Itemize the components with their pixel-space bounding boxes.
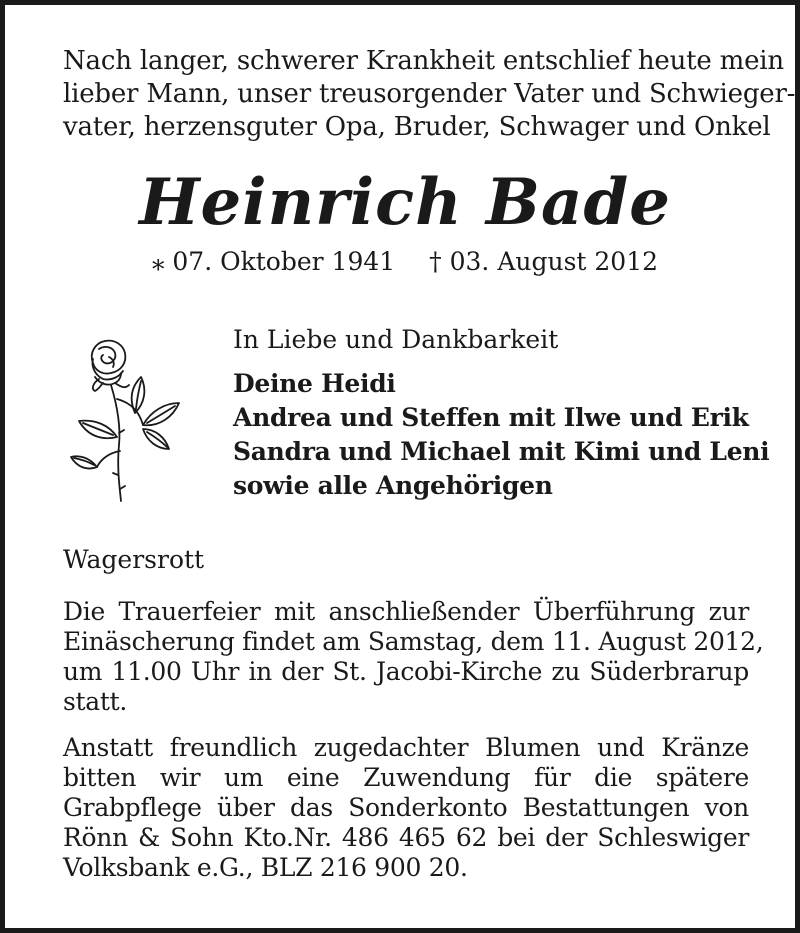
mourner-line: sowie alle Angehörigen: [233, 471, 553, 500]
intro-line: vater, herzensguter Opa, Bruder, Schwager und Onkel: [63, 112, 771, 142]
funeral-info: [63, 597, 764, 717]
donation-line: Anstatt freundlich zugedachter Blumen und Kränze: [63, 733, 749, 762]
rose-icon: [69, 333, 197, 505]
mourner-line: Deine Heidi: [233, 369, 396, 398]
funeral-line: Die Trauerfeier mit anschließender Überführung zur: [63, 597, 749, 626]
funeral-line: statt.: [63, 687, 128, 716]
place-name: Wagersrott: [63, 545, 205, 574]
dedication: In Liebe und Dankbarkeit: [233, 325, 559, 354]
mourner-line: Andrea und Steffen mit Ilwe und Erik: [233, 403, 749, 432]
donation-line: Rönn & Sohn Kto.Nr. 486 465 62 bei der Schleswiger: [63, 823, 749, 852]
deceased-name: Heinrich Bade: [139, 165, 671, 240]
mourners-list: [233, 367, 769, 503]
intro-line: Nach langer, schwerer Krankheit entschlief heute mein: [63, 46, 784, 76]
donation-line: Volksbank e.G., BLZ 216 900 20.: [63, 853, 468, 882]
donation-info: [63, 733, 749, 883]
birth-date: ⁎ 07. Oktober 1941: [151, 247, 396, 276]
intro-text: [63, 45, 796, 144]
funeral-line: Einäscherung findet am Samstag, dem 11. August 2012,: [63, 627, 764, 656]
donation-line: Grabpflege über das Sonderkonto Bestattungen von: [63, 793, 749, 822]
donation-line: bitten wir um eine Zuwendung für die spätere: [63, 763, 749, 792]
life-dates: [5, 245, 800, 279]
funeral-line: um 11.00 Uhr in der St. Jacobi-Kirche zu Süderbrarup: [63, 657, 749, 686]
death-date: † 03. August 2012: [429, 247, 659, 276]
mourner-line: Sandra und Michael mit Kimi und Leni: [233, 437, 770, 466]
intro-line: lieber Mann, unser treusorgender Vater und Schwieger-: [63, 79, 796, 109]
